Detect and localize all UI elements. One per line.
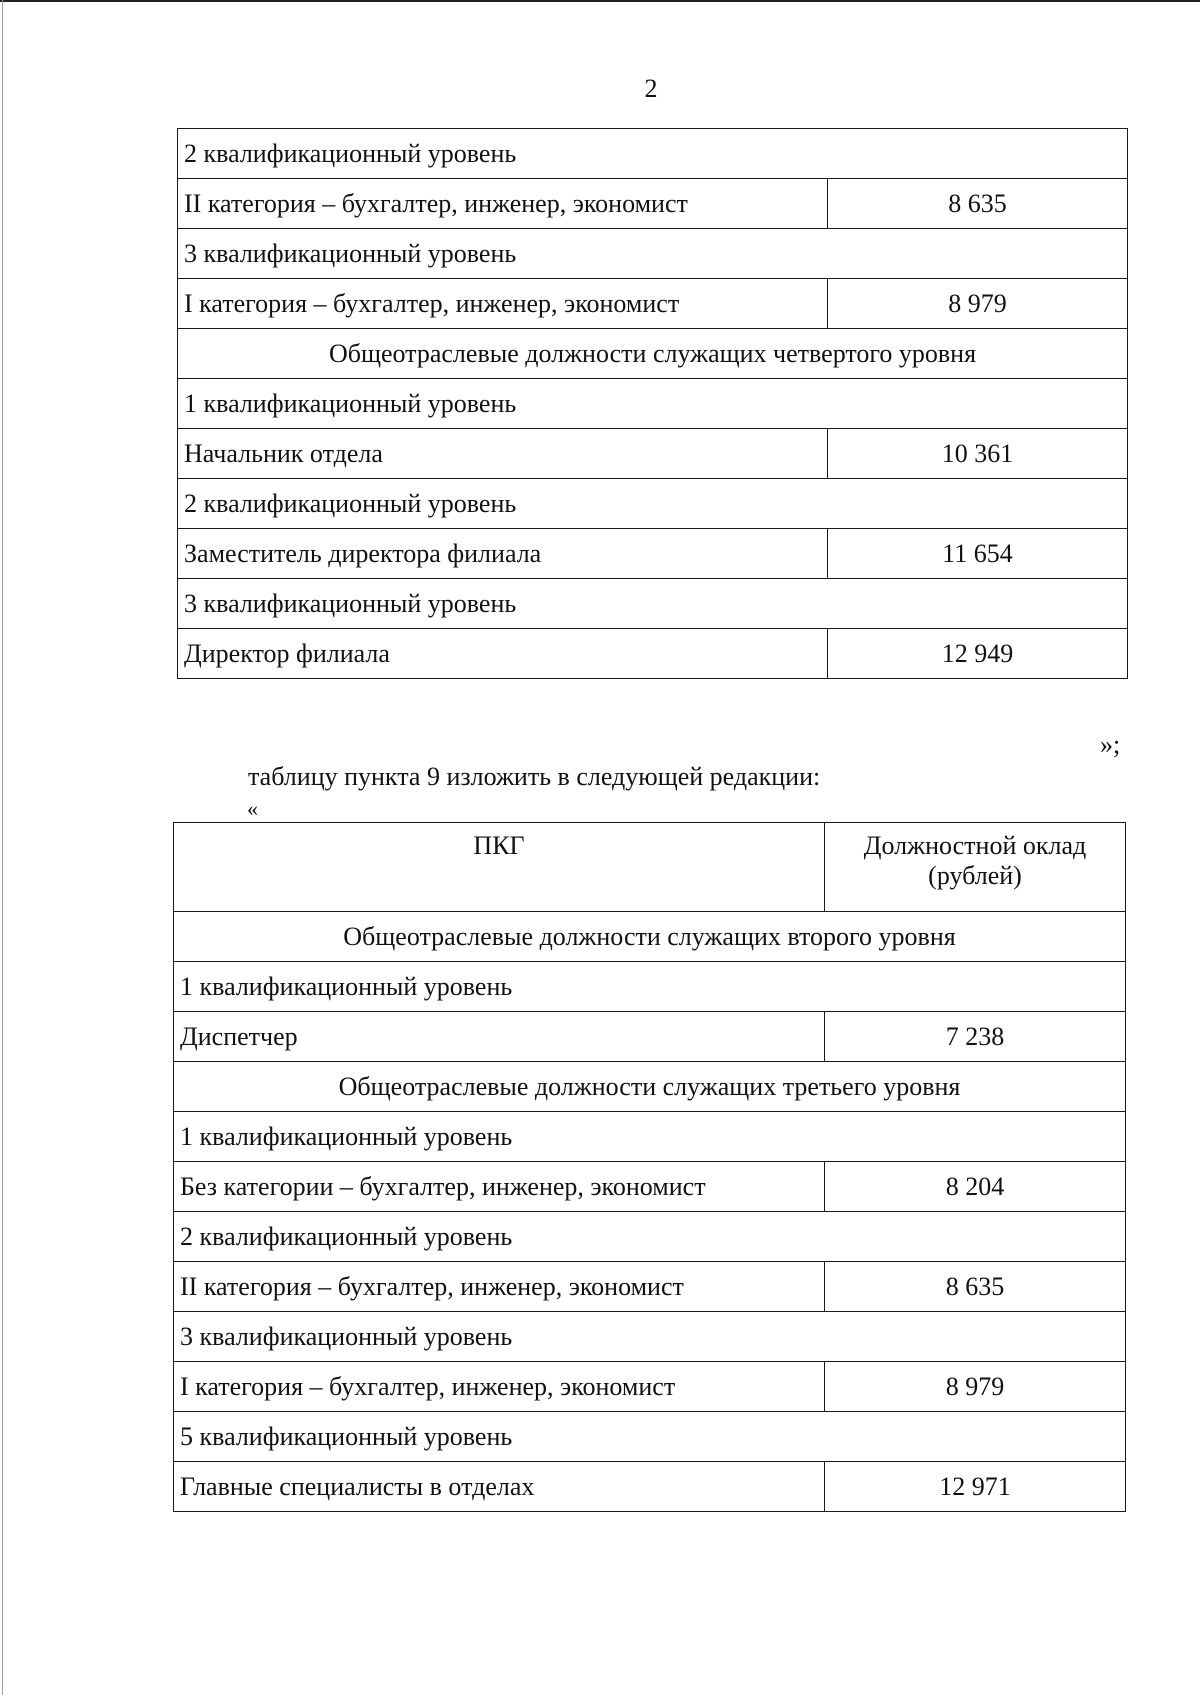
table-row <box>174 1412 1126 1462</box>
table-row <box>174 1112 1126 1162</box>
salary-table-continuation <box>177 128 1128 679</box>
position-cell: Главные специалисты в отделах <box>174 1462 825 1512</box>
opening-quote: « <box>247 796 258 821</box>
salary-cell: 7 238 <box>825 1012 1126 1062</box>
level-cell: 2 квалификационный уровень <box>178 479 1128 529</box>
group-cell: Общеотраслевые должности служащих четвертого уровня <box>178 329 1128 379</box>
level-cell: 1 квалификационный уровень <box>174 1112 1126 1162</box>
salary-cell: 12 971 <box>825 1462 1126 1512</box>
salary-cell: 8 979 <box>828 279 1128 329</box>
table-row <box>178 529 1128 579</box>
header-pkg: ПКГ <box>174 823 825 912</box>
table-row <box>174 1012 1126 1062</box>
table-row <box>178 129 1128 179</box>
scan-edge-left <box>2 0 3 1695</box>
group-cell: Общеотраслевые должности служащих второго уровня <box>174 912 1126 962</box>
scan-edge-top <box>0 0 1200 2</box>
table-row <box>174 912 1126 962</box>
position-cell: II категория – бухгалтер, инженер, экономист <box>178 179 828 229</box>
position-cell: II категория – бухгалтер, инженер, экономист <box>174 1262 825 1312</box>
position-cell: Диспетчер <box>174 1012 825 1062</box>
salary-cell: 12 949 <box>828 629 1128 679</box>
level-cell: 3 квалификационный уровень <box>178 229 1128 279</box>
level-cell: 2 квалификационный уровень <box>178 129 1128 179</box>
table-row <box>178 179 1128 229</box>
position-cell: I категория – бухгалтер, инженер, экономист <box>174 1362 825 1412</box>
closing-quote: »; <box>1100 730 1121 759</box>
page-number: 2 <box>644 74 658 103</box>
level-cell: 1 квалификационный уровень <box>178 379 1128 429</box>
table-row <box>178 479 1128 529</box>
group-cell: Общеотраслевые должности служащих третьего уровня <box>174 1062 1126 1112</box>
table-row <box>178 279 1128 329</box>
table-row <box>178 329 1128 379</box>
table-row <box>178 429 1128 479</box>
position-cell: Без категории – бухгалтер, инженер, экономист <box>174 1162 825 1212</box>
position-cell: Директор филиала <box>178 629 828 679</box>
table-row <box>174 1262 1126 1312</box>
table-row <box>174 1212 1126 1262</box>
level-cell: 3 квалификационный уровень <box>174 1312 1126 1362</box>
salary-table-new <box>173 822 1126 1512</box>
table-row <box>178 229 1128 279</box>
position-cell: Заместитель директора филиала <box>178 529 828 579</box>
table-row <box>174 962 1126 1012</box>
table-row <box>174 1162 1126 1212</box>
table-2-body <box>174 823 1126 1512</box>
salary-cell: 8 635 <box>828 179 1128 229</box>
level-cell: 3 квалификационный уровень <box>178 579 1128 629</box>
salary-cell: 11 654 <box>828 529 1128 579</box>
position-cell: Начальник отдела <box>178 429 828 479</box>
salary-cell: 8 635 <box>825 1262 1126 1312</box>
instruction-text: таблицу пункта 9 изложить в следующей редакции: <box>248 762 821 791</box>
table-row <box>178 579 1128 629</box>
level-cell: 2 квалификационный уровень <box>174 1212 1126 1262</box>
table-row <box>174 1312 1126 1362</box>
table-row <box>178 629 1128 679</box>
salary-cell: 8 979 <box>825 1362 1126 1412</box>
position-cell: I категория – бухгалтер, инженер, экономист <box>178 279 828 329</box>
table-header-row <box>174 823 1126 912</box>
salary-cell: 10 361 <box>828 429 1128 479</box>
table-row <box>174 1462 1126 1512</box>
level-cell: 5 квалификационный уровень <box>174 1412 1126 1462</box>
header-salary: Должностной оклад (рублей) <box>825 823 1126 912</box>
table-row <box>174 1062 1126 1112</box>
level-cell: 1 квалификационный уровень <box>174 962 1126 1012</box>
table-row <box>178 379 1128 429</box>
table-row <box>174 1362 1126 1412</box>
salary-cell: 8 204 <box>825 1162 1126 1212</box>
table-1-body <box>178 129 1128 679</box>
